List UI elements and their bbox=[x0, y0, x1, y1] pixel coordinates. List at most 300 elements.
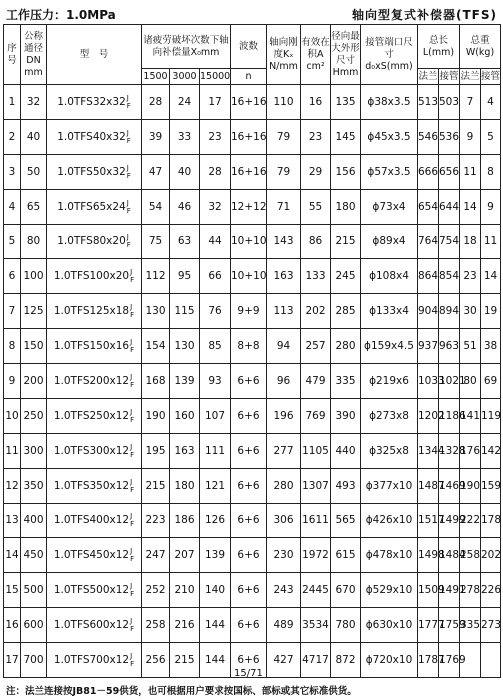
cell-x-3000: 115 bbox=[170, 294, 200, 329]
suffix-f: F bbox=[130, 276, 135, 285]
document-title: 轴向型复式补偿器(TFS) bbox=[352, 8, 497, 22]
cell-stiffness: 96 bbox=[267, 364, 301, 399]
cell-length-pipe: 1491 bbox=[439, 573, 460, 608]
cell-x-3000: 207 bbox=[170, 538, 200, 573]
cell-dn: 50 bbox=[21, 154, 47, 189]
cell-model bbox=[47, 154, 142, 189]
cell-weight-flange: 18 bbox=[460, 224, 481, 259]
table-row bbox=[4, 573, 501, 608]
header-length-flange: 法兰 bbox=[418, 69, 439, 85]
cell-dn: 300 bbox=[21, 433, 47, 468]
model-name: 1.0TFS200x12 bbox=[53, 374, 130, 387]
cell-area: 86 bbox=[301, 224, 331, 259]
page-header bbox=[0, 6, 503, 24]
model-name: 1.0TFS500x12 bbox=[53, 584, 130, 597]
cell-stiffness: 110 bbox=[267, 85, 301, 120]
connection-suffix bbox=[130, 617, 134, 633]
table-row bbox=[4, 398, 501, 433]
cell-model bbox=[47, 433, 142, 468]
cell-length-pipe: 644 bbox=[439, 189, 460, 224]
cell-seq: 13 bbox=[4, 503, 21, 538]
header-waves bbox=[231, 25, 267, 69]
cell-outer-size: 615 bbox=[331, 538, 361, 573]
suffix-f: F bbox=[126, 136, 131, 145]
header-pipe-size: 接管端口尺寸d₀xS(mm) bbox=[361, 25, 418, 85]
cell-pipe-size: ϕ630x10 bbox=[361, 608, 418, 643]
cell-model bbox=[47, 224, 142, 259]
cell-length-flange: 1202 bbox=[418, 398, 439, 433]
cell-x-1500: 252 bbox=[142, 573, 170, 608]
cell-area: 16 bbox=[301, 85, 331, 120]
cell-weight-pipe: 8 bbox=[481, 154, 501, 189]
cell-dn: 200 bbox=[21, 364, 47, 399]
cell-x-1500: 154 bbox=[142, 329, 170, 364]
table-row bbox=[4, 503, 501, 538]
cell-dn: 100 bbox=[21, 259, 47, 294]
cell-dn: 125 bbox=[21, 294, 47, 329]
cell-x-15000: 139 bbox=[200, 538, 231, 573]
table-row bbox=[4, 259, 501, 294]
model-name: 1.0TFS400x12 bbox=[53, 514, 130, 527]
cell-weight-pipe: 5 bbox=[481, 119, 501, 154]
connection-suffix bbox=[130, 582, 134, 598]
cell-seq: 6 bbox=[4, 259, 21, 294]
cell-x-3000: 33 bbox=[170, 119, 200, 154]
working-pressure-label: 工作压力：1.0MPa bbox=[6, 8, 116, 22]
cell-x-3000: 130 bbox=[170, 329, 200, 364]
cell-outer-size: 565 bbox=[331, 503, 361, 538]
cell-outer-size: 493 bbox=[331, 468, 361, 503]
cell-model bbox=[47, 573, 142, 608]
connection-suffix bbox=[130, 373, 134, 389]
cell-stiffness: 280 bbox=[267, 468, 301, 503]
cell-length-pipe: 1021 bbox=[439, 364, 460, 399]
suffix-j: J bbox=[130, 442, 133, 451]
cell-x-15000: 107 bbox=[200, 398, 231, 433]
cell-weight-flange: 258 bbox=[460, 538, 481, 573]
table-row bbox=[4, 468, 501, 503]
cell-area: 202 bbox=[301, 294, 331, 329]
connection-suffix bbox=[130, 408, 134, 424]
cell-x-1500: 54 bbox=[142, 189, 170, 224]
cell-stiffness: 489 bbox=[267, 608, 301, 643]
cell-model bbox=[47, 608, 142, 643]
cell-weight-pipe: 69 bbox=[481, 364, 501, 399]
cell-x-1500: 39 bbox=[142, 119, 170, 154]
cell-outer-size: 180 bbox=[331, 189, 361, 224]
cell-stiffness: 79 bbox=[267, 119, 301, 154]
cell-waves: 16+16 bbox=[231, 119, 267, 154]
cell-length-flange: 1787 bbox=[418, 643, 439, 678]
cell-outer-size: 335 bbox=[331, 364, 361, 399]
suffix-f: F bbox=[130, 625, 135, 634]
model-name: 1.0TFS250x12 bbox=[53, 409, 130, 422]
cell-model bbox=[47, 538, 142, 573]
cell-x-3000: 216 bbox=[170, 608, 200, 643]
cell-waves: 6+6 bbox=[231, 364, 267, 399]
cell-pipe-size: ϕ73x4 bbox=[361, 189, 418, 224]
cell-seq: 5 bbox=[4, 224, 21, 259]
cell-dn: 350 bbox=[21, 468, 47, 503]
connection-suffix bbox=[130, 512, 134, 528]
cell-model bbox=[47, 398, 142, 433]
cell-waves: 6+6 bbox=[231, 433, 267, 468]
cell-stiffness: 143 bbox=[267, 224, 301, 259]
suffix-j: J bbox=[130, 268, 133, 277]
suffix-j: J bbox=[126, 93, 129, 102]
connection-suffix bbox=[130, 268, 134, 284]
suffix-j: J bbox=[126, 233, 129, 242]
model-name: 1.0TFS450x12 bbox=[53, 549, 130, 562]
suffix-j: J bbox=[130, 652, 133, 660]
cell-dn: 700 bbox=[21, 643, 47, 678]
cell-weight-pipe: 4 bbox=[481, 85, 501, 120]
cell-area: 769 bbox=[301, 398, 331, 433]
header-area: 有效在积A cm² bbox=[301, 25, 331, 85]
cell-x-1500: 112 bbox=[142, 259, 170, 294]
cell-weight-flange: 11 bbox=[460, 154, 481, 189]
cell-weight-flange: 278 bbox=[460, 573, 481, 608]
cell-x-3000: 46 bbox=[170, 189, 200, 224]
suffix-f: F bbox=[130, 450, 135, 459]
cell-length-flange: 1777 bbox=[418, 608, 439, 643]
cell-stiffness: 113 bbox=[267, 294, 301, 329]
cell-x-1500: 75 bbox=[142, 224, 170, 259]
cell-seq: 7 bbox=[4, 294, 21, 329]
cell-length-pipe: 1769 bbox=[439, 643, 460, 678]
cell-seq: 2 bbox=[4, 119, 21, 154]
suffix-j: J bbox=[126, 128, 129, 137]
cell-waves: 6+6 bbox=[231, 398, 267, 433]
model-name: 1.0TFS700x12 bbox=[53, 654, 130, 666]
cell-pipe-size: ϕ377x10 bbox=[361, 468, 418, 503]
cell-pipe-size: ϕ133x4 bbox=[361, 294, 418, 329]
suffix-f: F bbox=[130, 660, 135, 668]
cell-waves: 6+6 bbox=[231, 503, 267, 538]
suffix-f: F bbox=[130, 485, 135, 494]
header-weight: 总重W(kg) bbox=[460, 25, 501, 69]
cell-stiffness: 277 bbox=[267, 433, 301, 468]
cell-area: 1105 bbox=[301, 433, 331, 468]
cell-weight-pipe: 19 bbox=[481, 294, 501, 329]
table-row bbox=[4, 189, 501, 224]
cell-x-3000: 63 bbox=[170, 224, 200, 259]
table-row bbox=[4, 538, 501, 573]
cell-x-15000: 23 bbox=[200, 119, 231, 154]
cell-length-pipe: 1759 bbox=[439, 608, 460, 643]
cell-weight-flange: 30 bbox=[460, 294, 481, 329]
cell-pipe-size: ϕ38x3.5 bbox=[361, 85, 418, 120]
cell-pipe-size: ϕ45x3.5 bbox=[361, 119, 418, 154]
cell-x-15000: 66 bbox=[200, 259, 231, 294]
cell-weight-pipe: 178 bbox=[481, 503, 501, 538]
cell-stiffness: 306 bbox=[267, 503, 301, 538]
cell-length-flange: 546 bbox=[418, 119, 439, 154]
cell-seq: 4 bbox=[4, 189, 21, 224]
model-name: 1.0TFS125x18 bbox=[53, 305, 130, 318]
cell-x-15000: 85 bbox=[200, 329, 231, 364]
cell-x-3000: 163 bbox=[170, 433, 200, 468]
cell-area: 2445 bbox=[301, 573, 331, 608]
suffix-f: F bbox=[126, 171, 131, 180]
cell-waves: 6+6 bbox=[231, 538, 267, 573]
cell-seq: 10 bbox=[4, 398, 21, 433]
cell-length-flange: 513 bbox=[418, 85, 439, 120]
header-weight-pipe: 接管 bbox=[481, 69, 501, 85]
cell-outer-size: 390 bbox=[331, 398, 361, 433]
cell-length-pipe: 754 bbox=[439, 224, 460, 259]
cell-dn: 150 bbox=[21, 329, 47, 364]
suffix-j: J bbox=[126, 198, 129, 207]
cell-x-15000: 28 bbox=[200, 154, 231, 189]
cell-x-1500: 195 bbox=[142, 433, 170, 468]
suffix-f: F bbox=[130, 415, 135, 424]
cell-area: 1972 bbox=[301, 538, 331, 573]
connection-suffix bbox=[127, 129, 131, 145]
cell-seq: 12 bbox=[4, 468, 21, 503]
model-name: 1.0TFS100x20 bbox=[53, 270, 130, 283]
header-stiffness: 轴向刚度Kₓ N/mm bbox=[267, 25, 301, 85]
cell-length-flange: 1033 bbox=[418, 364, 439, 399]
cell-x-1500: 247 bbox=[142, 538, 170, 573]
connection-suffix bbox=[127, 164, 131, 180]
cell-x-1500: 256 bbox=[142, 643, 170, 678]
cell-outer-size: 280 bbox=[331, 329, 361, 364]
model-name: 1.0TFS150x16 bbox=[53, 340, 130, 353]
cell-length-flange: 654 bbox=[418, 189, 439, 224]
model-name: 1.0TFS300x12 bbox=[53, 444, 130, 457]
suffix-j: J bbox=[130, 338, 133, 347]
cell-outer-size: 872 bbox=[331, 643, 361, 678]
cell-weight-flange: 141 bbox=[460, 398, 481, 433]
cell-x-3000: 210 bbox=[170, 573, 200, 608]
cell-area: 29 bbox=[301, 154, 331, 189]
model-name: 1.0TFS80x20 bbox=[57, 235, 126, 248]
cell-waves: 10+10 bbox=[231, 259, 267, 294]
cell-outer-size: 440 bbox=[331, 433, 361, 468]
table-row bbox=[4, 608, 501, 643]
cell-x-3000: 180 bbox=[170, 468, 200, 503]
cell-stiffness: 163 bbox=[267, 259, 301, 294]
header-model: 型 号 bbox=[47, 25, 142, 85]
cell-waves: 6+6 bbox=[231, 643, 267, 678]
cell-weight-pipe: 273 bbox=[481, 608, 501, 643]
header-weight-flange: 法兰 bbox=[460, 69, 481, 85]
cell-pipe-size: ϕ426x10 bbox=[361, 503, 418, 538]
header-outer-size: 径向最大外形尺寸Hmm bbox=[331, 25, 361, 85]
suffix-j: J bbox=[130, 372, 133, 381]
cell-length-pipe: 1469 bbox=[439, 468, 460, 503]
suffix-j: J bbox=[130, 582, 133, 591]
table-row bbox=[4, 85, 501, 120]
table-row bbox=[4, 154, 501, 189]
cell-weight-flange: 9 bbox=[460, 119, 481, 154]
cell-dn: 250 bbox=[21, 398, 47, 433]
suffix-j: J bbox=[126, 163, 129, 172]
suffix-j: J bbox=[130, 303, 133, 312]
header-length: 总长L(mm) bbox=[418, 25, 460, 69]
cell-weight-pipe: 142 bbox=[481, 433, 501, 468]
suffix-j: J bbox=[130, 617, 133, 626]
cell-stiffness: 71 bbox=[267, 189, 301, 224]
table-row bbox=[4, 364, 501, 399]
cell-x-1500: 47 bbox=[142, 154, 170, 189]
cell-weight-flange: 80 bbox=[460, 364, 481, 399]
cell-model bbox=[47, 364, 142, 399]
cell-stiffness: 243 bbox=[267, 573, 301, 608]
cell-area: 3534 bbox=[301, 608, 331, 643]
table-row bbox=[4, 294, 501, 329]
cell-dn: 500 bbox=[21, 573, 47, 608]
cell-pipe-size: ϕ273x8 bbox=[361, 398, 418, 433]
cell-x-1500: 190 bbox=[142, 398, 170, 433]
cell-pipe-size: ϕ219x6 bbox=[361, 364, 418, 399]
cell-model bbox=[47, 329, 142, 364]
cell-x-15000: 126 bbox=[200, 503, 231, 538]
cell-x-3000: 24 bbox=[170, 85, 200, 120]
cell-model bbox=[47, 189, 142, 224]
cell-dn: 40 bbox=[21, 119, 47, 154]
connection-suffix bbox=[130, 303, 134, 319]
connection-suffix bbox=[127, 94, 131, 110]
cell-model bbox=[47, 85, 142, 120]
cell-x-1500: 223 bbox=[142, 503, 170, 538]
cell-length-flange: 764 bbox=[418, 224, 439, 259]
cell-dn: 600 bbox=[21, 608, 47, 643]
cell-area: 257 bbox=[301, 329, 331, 364]
cell-waves: 10+10 bbox=[231, 224, 267, 259]
cell-dn: 400 bbox=[21, 503, 47, 538]
cell-weight-pipe: 38 bbox=[481, 329, 501, 364]
connection-suffix bbox=[130, 652, 134, 668]
cell-model bbox=[47, 119, 142, 154]
cell-weight-flange: 176 bbox=[460, 433, 481, 468]
cell-x-15000: 17 bbox=[200, 85, 231, 120]
header-waves-label: 波数 bbox=[238, 40, 258, 52]
cell-model bbox=[47, 468, 142, 503]
suffix-j: J bbox=[130, 547, 133, 556]
model-name: 1.0TFS40x32 bbox=[57, 130, 126, 143]
cell-weight-pipe: 202 bbox=[481, 538, 501, 573]
cell-x-15000: 144 bbox=[200, 643, 231, 678]
cell-length-flange: 1509 bbox=[418, 573, 439, 608]
cell-weight-flange: 222 bbox=[460, 503, 481, 538]
cell-model bbox=[47, 294, 142, 329]
header-dn: 公称通径DN mm bbox=[21, 25, 47, 85]
cell-weight-flange: 7 bbox=[460, 85, 481, 120]
connection-suffix bbox=[130, 338, 134, 354]
suffix-f: F bbox=[126, 101, 131, 110]
cell-x-3000: 186 bbox=[170, 503, 200, 538]
cell-length-pipe: 963 bbox=[439, 329, 460, 364]
cell-pipe-size: ϕ89x4 bbox=[361, 224, 418, 259]
table-body bbox=[4, 85, 501, 678]
cell-outer-size: 215 bbox=[331, 224, 361, 259]
cell-weight-flange: 190 bbox=[460, 468, 481, 503]
cell-outer-size: 135 bbox=[331, 85, 361, 120]
cell-waves: 8+8 bbox=[231, 329, 267, 364]
cell-outer-size: 780 bbox=[331, 608, 361, 643]
cell-length-pipe: 1328 bbox=[439, 433, 460, 468]
cell-seq: 9 bbox=[4, 364, 21, 399]
cell-model bbox=[47, 503, 142, 538]
cell-stiffness: 427 bbox=[267, 643, 301, 678]
header-seq: 序号 bbox=[4, 25, 21, 85]
cell-area: 1611 bbox=[301, 503, 331, 538]
cell-weight-pipe: 14 bbox=[481, 259, 501, 294]
cell-outer-size: 245 bbox=[331, 259, 361, 294]
suffix-f: F bbox=[130, 520, 135, 529]
table-row bbox=[4, 119, 501, 154]
cell-weight-flange: 51 bbox=[460, 329, 481, 364]
cell-outer-size: 670 bbox=[331, 573, 361, 608]
cell-stiffness: 94 bbox=[267, 329, 301, 364]
model-name: 1.0TFS600x12 bbox=[53, 619, 130, 632]
header-x-3000: 3000 bbox=[170, 69, 200, 85]
cell-dn: 65 bbox=[21, 189, 47, 224]
header-waves-unit: n bbox=[231, 69, 267, 85]
connection-suffix bbox=[127, 233, 131, 249]
cell-x-1500: 215 bbox=[142, 468, 170, 503]
cell-x-15000: 144 bbox=[200, 608, 231, 643]
cell-model bbox=[47, 643, 142, 678]
cell-seq: 14 bbox=[4, 538, 21, 573]
cell-length-flange: 937 bbox=[418, 329, 439, 364]
table-row bbox=[4, 224, 501, 259]
cell-seq: 3 bbox=[4, 154, 21, 189]
page-counter: 15/71 bbox=[234, 668, 263, 679]
cell-weight-pipe: 11 bbox=[481, 224, 501, 259]
suffix-f: F bbox=[130, 311, 135, 320]
cell-x-3000: 95 bbox=[170, 259, 200, 294]
footnote: 注：法兰连接按JB81－59供货，也可根据用户要求按国标、部标或其它标准供货。 bbox=[6, 686, 357, 697]
cell-pipe-size: ϕ159x4.5 bbox=[361, 329, 418, 364]
suffix-f: F bbox=[130, 346, 135, 355]
cell-outer-size: 285 bbox=[331, 294, 361, 329]
cell-waves: 16+16 bbox=[231, 154, 267, 189]
cell-length-flange: 1487 bbox=[418, 468, 439, 503]
suffix-f: F bbox=[130, 555, 135, 564]
header-fatigue: 诸疲劳破坏次数下轴向补偿量X₀mm bbox=[142, 25, 231, 69]
suffix-j: J bbox=[130, 512, 133, 521]
cell-length-pipe: 1499 bbox=[439, 503, 460, 538]
cell-dn: 80 bbox=[21, 224, 47, 259]
cell-area: 23 bbox=[301, 119, 331, 154]
cell-outer-size: 156 bbox=[331, 154, 361, 189]
cell-dn: 450 bbox=[21, 538, 47, 573]
cell-waves: 6+6 bbox=[231, 468, 267, 503]
cell-length-flange: 1498 bbox=[418, 538, 439, 573]
cell-waves: 6+6 bbox=[231, 573, 267, 608]
header-x-1500: 1500 bbox=[142, 69, 170, 85]
cell-seq: 1 bbox=[4, 85, 21, 120]
cell-seq: 16 bbox=[4, 608, 21, 643]
cell-area: 479 bbox=[301, 364, 331, 399]
cell-x-3000: 139 bbox=[170, 364, 200, 399]
cell-area: 133 bbox=[301, 259, 331, 294]
model-name: 1.0TFS350x12 bbox=[53, 479, 130, 492]
cell-weight-pipe: 9 bbox=[481, 189, 501, 224]
cell-pipe-size: ϕ720x10 bbox=[361, 643, 418, 678]
spec-table bbox=[3, 24, 501, 678]
cell-length-pipe: 503 bbox=[439, 85, 460, 120]
cell-length-flange: 904 bbox=[418, 294, 439, 329]
cell-weight-pipe: 159 bbox=[481, 468, 501, 503]
cell-length-pipe: 1186 bbox=[439, 398, 460, 433]
cell-length-pipe: 894 bbox=[439, 294, 460, 329]
model-name: 1.0TFS32x32 bbox=[57, 95, 126, 108]
cell-x-3000: 160 bbox=[170, 398, 200, 433]
